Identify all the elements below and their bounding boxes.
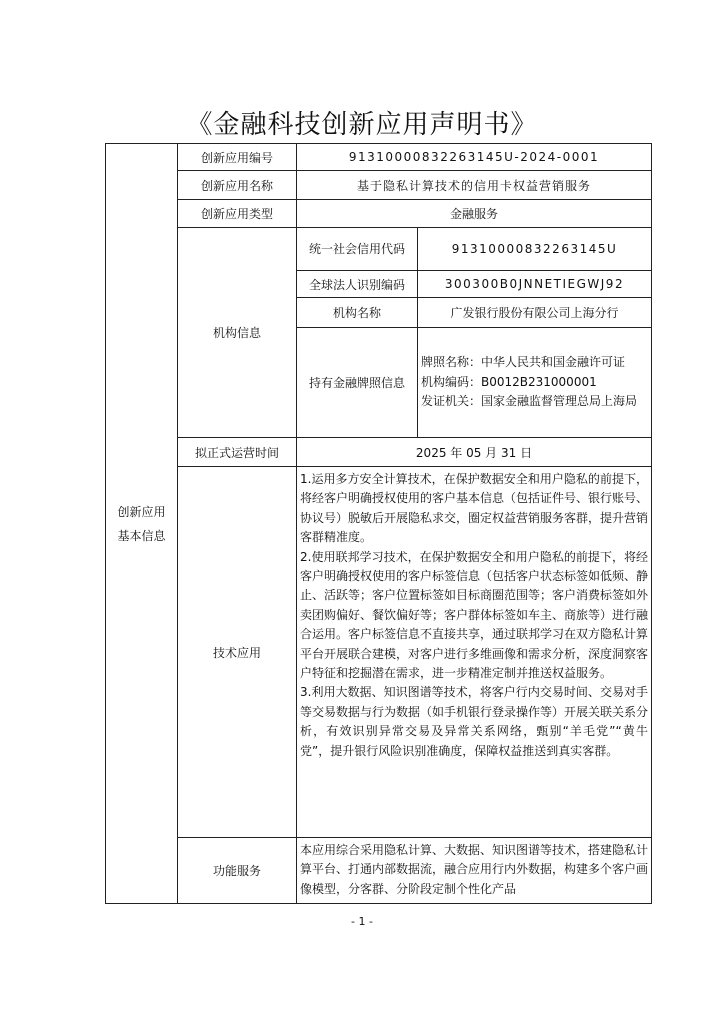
label-app-type: 创新应用类型 bbox=[178, 200, 297, 228]
license-issuer: 发证机关：国家金融监督管理总局上海局 bbox=[421, 394, 638, 409]
label-launch-date: 拟正式运营时间 bbox=[178, 438, 297, 467]
value-credit-code: 91310000832263145U bbox=[418, 228, 652, 271]
tech-paragraph-2: 2.使用联邦学习技术，在保护数据安全和用户隐私的前提下，将经客户明确授权使用的客户标签信息（包括客户状态标签如低频、静止、活跃等；客户位置标签如目标商圈范围等；客户消费标签如外卖团购偏好、餐饮偏好等；客户群体标签如车主、商旅等）进行融合运用。客户标签信息不直接共享，通过联邦学习在双方隐私计算平台开展联合建模，对客户进行多维画像和需求分析，深度洞察客户特征和挖掘潜在需求，进一步精准定制并推送权益服务。 bbox=[300, 549, 649, 681]
value-org-name: 广发银行股份有限公司上海分行 bbox=[418, 298, 652, 328]
license-name: 牌照名称：中华人民共和国金融许可证 bbox=[421, 355, 626, 370]
value-tech bbox=[297, 467, 652, 838]
label-app-name: 创新应用名称 bbox=[178, 171, 297, 200]
label-tech: 技术应用 bbox=[178, 467, 297, 838]
label-func: 功能服务 bbox=[178, 838, 297, 904]
license-code: 机构编码：B0012B231000001 bbox=[421, 374, 597, 389]
label-org-info: 机构信息 bbox=[178, 228, 297, 438]
value-license bbox=[418, 328, 652, 438]
section-label-basic-info: 创新应用 基本信息 bbox=[106, 144, 178, 904]
label-credit-code: 统一社会信用代码 bbox=[297, 228, 418, 271]
value-app-type: 金融服务 bbox=[297, 200, 652, 228]
tech-paragraph-1: 1.运用多方安全计算技术，在保护数据安全和用户隐私的前提下，将经客户明确授权使用的客户基本信息（包括证件号、银行账号、协议号）脱敏后开展隐私求交，圈定权益营销服务客群，提升营销客群精准度。 bbox=[300, 472, 649, 545]
document-title: 《金融科技创新应用声明书》 bbox=[186, 110, 538, 140]
value-lei: 300300B0JNNETIEGWJ92 bbox=[418, 271, 652, 298]
label-app-id: 创新应用编号 bbox=[178, 144, 297, 171]
value-launch-date: 2025 年 05 月 31 日 bbox=[297, 438, 652, 467]
value-app-name: 基于隐私计算技术的信用卡权益营销服务 bbox=[297, 171, 652, 200]
page-number: - 1 - bbox=[351, 915, 373, 928]
label-lei: 全球法人识别编码 bbox=[297, 271, 418, 298]
declaration-table bbox=[105, 143, 652, 904]
tech-paragraph-3: 3.利用大数据、知识图谱等技术，将客户行内交易时间、交易对手等交易数据与行为数据（如手机银行登录操作等）开展关联关系分析，有效识别异常交易及异常关系网络，甄别“羊毛党”“黄牛党”，提升银行风险识别准确度，保障权益推送到真实客群。 bbox=[300, 685, 649, 758]
value-app-id: 91310000832263145U-2024-0001 bbox=[297, 144, 652, 171]
label-license: 持有金融牌照信息 bbox=[297, 328, 418, 438]
label-org-name: 机构名称 bbox=[297, 298, 418, 328]
value-func: 本应用综合采用隐私计算、大数据、知识图谱等技术，搭建隐私计算平台、打通内部数据流，融合应用行内外数据，构建多个客户画像模型，分客群、分阶段定制个性化产品 bbox=[297, 838, 652, 904]
